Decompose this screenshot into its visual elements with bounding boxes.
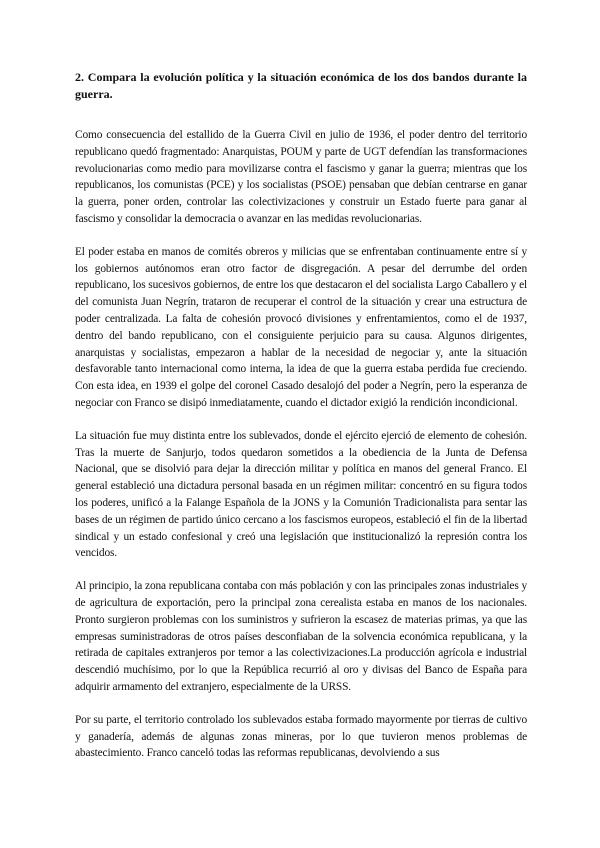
paragraph-republican-power: El poder estaba en manos de comités obreros y milicias que se enfrentaban continuamente entre sí y los gobiernos autónomos eran otro factor de disgregación. A pesar del derrumbe del orden republicano, los sucesivos gobiernos, de entre los que destacaron el del socialista Largo Caballero y el del comunista Juan Negrín, trataron de recuperar el control de la situación y crear una estructura de poder centralizada. La falta de cohesión provocó divisiones y enfrentamientos, como el de 1937, dentro del bando republicano, con el consiguiente perjuicio para su causa. Algunos dirigentes, anarquistas y socialistas, empezaron a hablar de la necesidad de negociar y, ante la situación desfavorable tanto internacional como interna, la idea de que la guerra estaba perdida fue creciendo. Con esta idea, en 1939 el golpe del coronel Casado desalojó del poder a Negrín, pero la esperanza de negociar con Franco se disipó inmediatamente, cuando el dictador exigió la rendición incondicional. xyxy=(75,245,527,409)
document-body xyxy=(75,69,527,778)
paragraph-nationalist-cohesion: La situación fue muy distinta entre los sublevados, donde el ejército ejerció de elemento de cohesión. Tras la muerte de Sanjurjo, todos quedaron sometidos a la obediencia de la Junta de Defensa Nacional, que se disolvió para dejar la dirección militar y política en manos del general Franco. El general estableció una dictadura personal basada en un régimen militar: concentró en su figura todos los poderes, unificó a la Falange Española de la JONS y la Comunión Tradicionalista para sentar las bases de un régimen de partido único cercano a los fascismos europeos, estableció el fin de la libertad sindical y un estado confesional y creó una legislación que institucionalizó la represión contra los vencidos. xyxy=(75,429,527,560)
paragraph-republican-economy: Al principio, la zona republicana contaba con más población y con las principales zonas industriales y de agricultura de exportación, pero la principal zona cerealista estaba en manos de los nacionales. Pronto surgieron problemas con los suministros y sufrieron la escasez de materias primas, ya que las empresas suministradoras de otros países desconfiaban de la solvencia económica republicana, y la retirada de capitales extranjeros por temor a las colectivizaciones.La producción agrícola e industrial descendió muchísimo, por lo que la República recurrió al oro y divisas del Banco de España para adquirir armamento del extranjero, especialmente de la URSS. xyxy=(75,580,527,693)
paragraph-republican-fragmentation: Como consecuencia del estallido de la Guerra Civil en julio de 1936, el poder dentro del territorio republicano quedó fragmentado: Anarquistas, POUM y parte de UGT defendían las transformaciones revolucionarias como medio para movilizarse contra el fascismo y ganar la guerra; mientras que los republicanos, los comunistas (PCE) y los socialistas (PSOE) pensaban que debían centrarse en ganar la guerra, poner orden, controlar las colectivizaciones y construir un Estado fuerte para ganar al fascismo y consolidar la democracia o avanzar en las medidas revolucionarias. xyxy=(75,129,527,225)
question-heading: 2. Compara la evolución política y la situación económica de los dos bandos durante la guerra. xyxy=(75,70,527,101)
paragraph-nationalist-economy: Por su parte, el territorio controlado los sublevados estaba formado mayormente por tierras de cultivo y ganadería, además de algunas zonas mineras, por lo que tuvieron menos problemas de abastecimiento. Franco canceló todas las reformas republicanas, devolviendo a sus xyxy=(75,713,527,760)
